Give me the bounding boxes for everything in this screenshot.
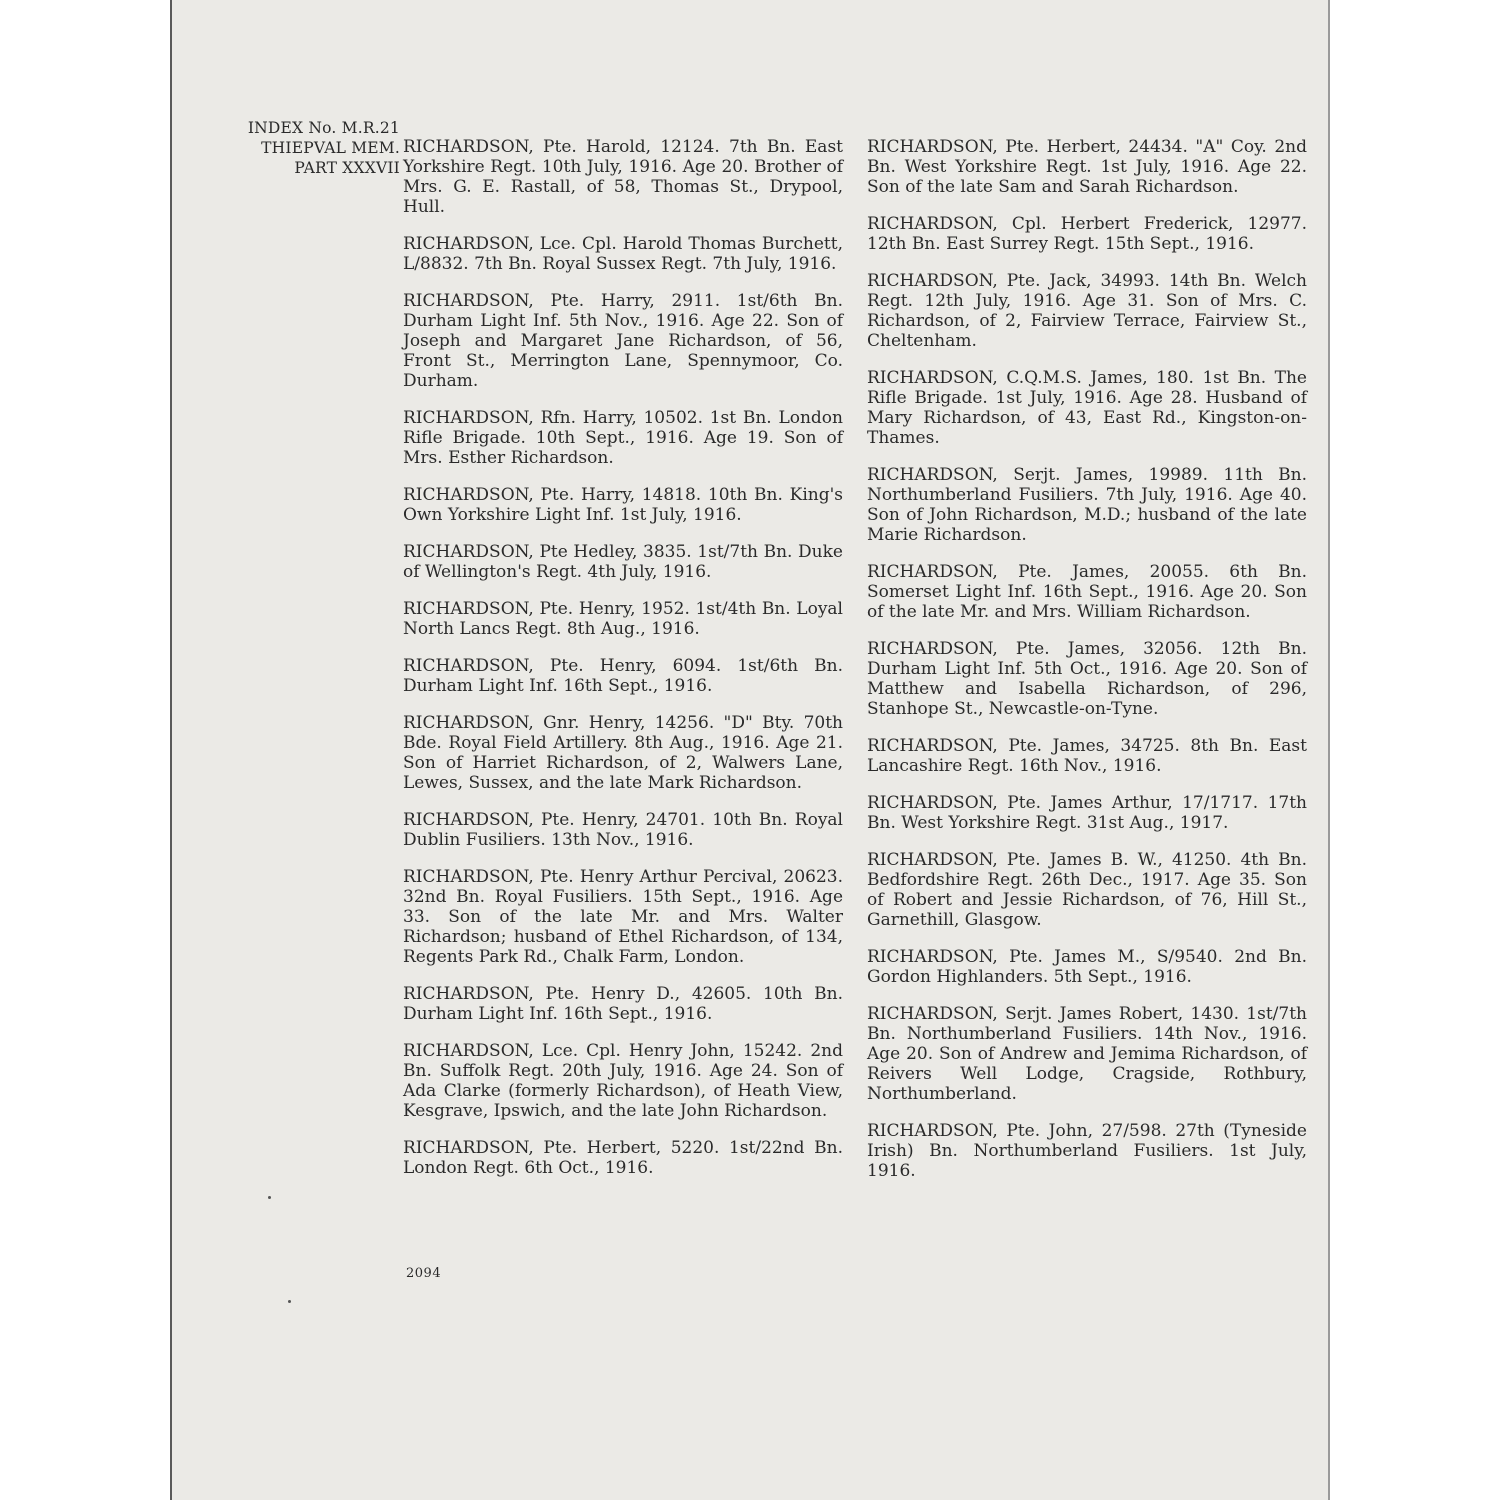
casualty-entry: RICHARDSON, Pte. Henry, 24701. 10th Bn. Royal Dublin Fusiliers. 13th Nov., 1916.	[403, 810, 843, 850]
casualty-entry: RICHARDSON, Lce. Cpl. Henry John, 15242. 2nd Bn. Suffolk Regt. 20th July, 1916. Age 24. Son of Ada Clarke (formerly Richardson), of Heath View, Kesgrave, Ipswich, and the late John Richardson.	[403, 1041, 843, 1121]
index-reference	[214, 118, 400, 178]
casualty-entry: RICHARDSON, Pte. Harry, 14818. 10th Bn. King's Own Yorkshire Light Inf. 1st July, 1916.	[403, 485, 843, 525]
memorial-name: THIEPVAL MEM.	[261, 139, 400, 157]
casualty-entry: RICHARDSON, Pte. Herbert, 24434. "A" Coy. 2nd Bn. West Yorkshire Regt. 1st July, 1916. Age 22. Son of the late Sam and Sarah Richardson.	[867, 137, 1307, 197]
left-column	[403, 120, 843, 1192]
casualty-entry: RICHARDSON, Pte. Jack, 34993. 14th Bn. Welch Regt. 12th July, 1916. Age 31. Son of Mrs. C. Richardson, of 2, Fairview Terrace, Fairview St., Cheltenham.	[867, 271, 1307, 351]
paper-speck	[288, 1300, 291, 1303]
document-page	[170, 0, 1330, 1500]
casualty-entry: RICHARDSON, Lce. Cpl. Harold Thomas Burchett, L/8832. 7th Bn. Royal Sussex Regt. 7th July, 1916.	[403, 234, 843, 274]
casualty-entry: RICHARDSON, Pte. James, 20055. 6th Bn. Somerset Light Inf. 16th Sept., 1916. Age 20. Son of the late Mr. and Mrs. William Richardson.	[867, 562, 1307, 622]
casualty-entry: RICHARDSON, Pte. Henry, 6094. 1st/6th Bn. Durham Light Inf. 16th Sept., 1916.	[403, 656, 843, 696]
casualty-entry: RICHARDSON, Pte. James Arthur, 17/1717. 17th Bn. West Yorkshire Regt. 31st Aug., 1917.	[867, 793, 1307, 833]
casualty-entry: RICHARDSON, Pte. James, 34725. 8th Bn. East Lancashire Regt. 16th Nov., 1916.	[867, 736, 1307, 776]
right-column	[867, 120, 1307, 1195]
part-number: PART XXXVII	[294, 159, 400, 177]
casualty-entry: RICHARDSON, Pte. Henry, 1952. 1st/4th Bn. Loyal North Lancs Regt. 8th Aug., 1916.	[403, 599, 843, 639]
casualty-entry: RICHARDSON, Pte. Herbert, 5220. 1st/22nd Bn. London Regt. 6th Oct., 1916.	[403, 1138, 843, 1178]
casualty-entry: RICHARDSON, Pte. Harold, 12124. 7th Bn. East Yorkshire Regt. 10th July, 1916. Age 20. Brother of Mrs. G. E. Rastall, of 58, Thomas St., Drypool, Hull.	[403, 137, 843, 217]
index-number: INDEX No. M.R.21	[247, 119, 400, 137]
paper-speck	[268, 1196, 271, 1199]
casualty-entry: RICHARDSON, Pte. John, 27/598. 27th (Tyneside Irish) Bn. Northumberland Fusiliers. 1st July, 1916.	[867, 1121, 1307, 1181]
casualty-entry: RICHARDSON, Serjt. James Robert, 1430. 1st/7th Bn. Northumberland Fusiliers. 14th Nov., 1916. Age 20. Son of Andrew and Jemima Richardson, of Reivers Well Lodge, Cragside, Rothbury, Northumberland.	[867, 1004, 1307, 1104]
casualty-entry: RICHARDSON, Serjt. James, 19989. 11th Bn. Northumberland Fusiliers. 7th July, 1916. Age 40. Son of John Richardson, M.D.; husband of the late Marie Richardson.	[867, 465, 1307, 545]
casualty-entry: RICHARDSON, Pte. James B. W., 41250. 4th Bn. Bedfordshire Regt. 26th Dec., 1917. Age 35. Son of Robert and Jessie Richardson, of 76, Hill St., Garnethill, Glasgow.	[867, 850, 1307, 930]
casualty-entry: RICHARDSON, Pte. James M., S/9540. 2nd Bn. Gordon Highlanders. 5th Sept., 1916.	[867, 947, 1307, 987]
casualty-entry: RICHARDSON, Pte. James, 32056. 12th Bn. Durham Light Inf. 5th Oct., 1916. Age 20. Son of Matthew and Isabella Richardson, of 296, Stanhope St., Newcastle-on-Tyne.	[867, 639, 1307, 719]
casualty-entry: RICHARDSON, Rfn. Harry, 10502. 1st Bn. London Rifle Brigade. 10th Sept., 1916. Age 19. Son of Mrs. Esther Richardson.	[403, 408, 843, 468]
page-number: 2094	[406, 1266, 442, 1281]
casualty-entry: RICHARDSON, Pte. Henry Arthur Percival, 20623. 32nd Bn. Royal Fusiliers. 15th Sept., 1916. Age 33. Son of the late Mr. and Mrs. Walter Richardson; husband of Ethel Richardson, of 134, Regents Park Rd., Chalk Farm, London.	[403, 867, 843, 967]
casualty-entry: RICHARDSON, Pte Hedley, 3835. 1st/7th Bn. Duke of Wellington's Regt. 4th July, 1916.	[403, 542, 843, 582]
casualty-entry: RICHARDSON, Cpl. Herbert Frederick, 12977. 12th Bn. East Surrey Regt. 15th Sept., 1916.	[867, 214, 1307, 254]
casualty-entry: RICHARDSON, Pte. Harry, 2911. 1st/6th Bn. Durham Light Inf. 5th Nov., 1916. Age 22. Son of Joseph and Margaret Jane Richardson, of 56, Front St., Merrington Lane, Spennymoor, Co. Durham.	[403, 291, 843, 391]
casualty-entry: RICHARDSON, Gnr. Henry, 14256. "D" Bty. 70th Bde. Royal Field Artillery. 8th Aug., 1916. Age 21. Son of Harriet Richardson, of 2, Walwers Lane, Lewes, Sussex, and the late Mark Richardson.	[403, 713, 843, 793]
casualty-entry: RICHARDSON, Pte. Henry D., 42605. 10th Bn. Durham Light Inf. 16th Sept., 1916.	[403, 984, 843, 1024]
casualty-entry: RICHARDSON, C.Q.M.S. James, 180. 1st Bn. The Rifle Brigade. 1st July, 1916. Age 28. Husband of Mary Richardson, of 43, East Rd., Kingston-on-Thames.	[867, 368, 1307, 448]
